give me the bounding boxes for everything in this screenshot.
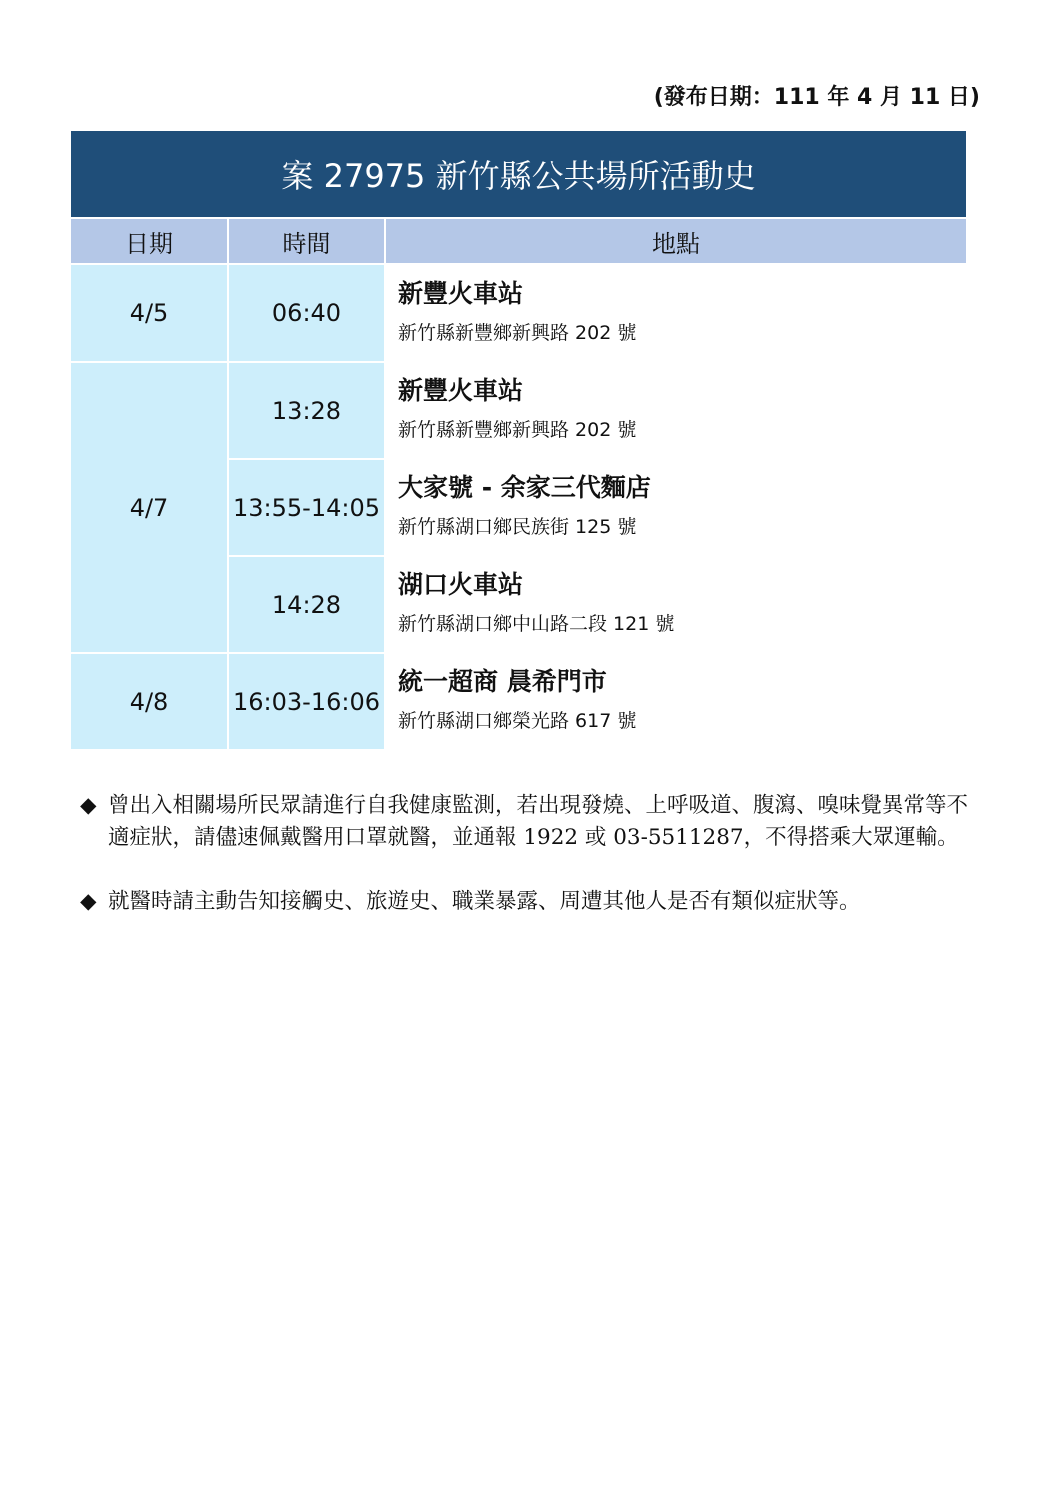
column-header-date: 日期 <box>71 218 228 264</box>
location-name: 新豐火車站 <box>398 279 524 308</box>
time-cell: 13:28 <box>228 362 385 459</box>
column-header-time: 時間 <box>228 218 385 264</box>
time-cell: 14:28 <box>228 556 385 653</box>
date-cell: 4/8 <box>71 653 228 750</box>
table-row <box>71 362 966 459</box>
location-name: 統一超商 晨希門市 <box>398 667 607 696</box>
diamond-bullet-icon: ◆ <box>80 793 97 818</box>
location-cell <box>385 362 966 459</box>
location-address: 新竹縣新豐鄉新興路 202 號 <box>398 322 637 344</box>
activity-table <box>71 131 966 751</box>
location-cell <box>385 556 966 653</box>
location-cell <box>385 264 966 362</box>
notice-item <box>80 790 985 854</box>
table-row <box>71 653 966 750</box>
location-name: 湖口火車站 <box>398 570 524 599</box>
location-name: 大家號 - 余家三代麵店 <box>398 473 651 502</box>
notice-list <box>80 790 985 950</box>
notice-text: 就醫時請主動告知接觸史、旅遊史、職業暴露、周遭其他人是否有類似症狀等。 <box>108 889 861 914</box>
location-address: 新竹縣湖口鄉榮光路 617 號 <box>398 710 637 732</box>
location-address: 新竹縣湖口鄉中山路二段 121 號 <box>398 613 675 635</box>
column-header-location: 地點 <box>385 218 966 264</box>
location-cell <box>385 653 966 750</box>
table-title: 案 27975 新竹縣公共場所活動史 <box>71 131 966 218</box>
time-cell: 13:55-14:05 <box>228 459 385 556</box>
diamond-bullet-icon: ◆ <box>80 889 97 914</box>
location-name: 新豐火車站 <box>398 376 524 405</box>
time-cell: 16:03-16:06 <box>228 653 385 750</box>
table-row <box>71 264 966 362</box>
location-address: 新竹縣湖口鄉民族街 125 號 <box>398 516 637 538</box>
publish-date: (發布日期：111 年 4 月 11 日) <box>653 85 980 110</box>
time-cell: 06:40 <box>228 264 385 362</box>
date-cell: 4/5 <box>71 264 228 362</box>
notice-text: 曾出入相關場所民眾請進行自我健康監測，若出現發燒、上呼吸道、腹瀉、嗅味覺異常等不適症狀，請儘速佩戴醫用口罩就醫，並通報 1922 或 03-5511287，不得搭乘大眾運輸。 <box>108 793 969 850</box>
table-title-row <box>71 131 966 218</box>
location-address: 新竹縣新豐鄉新興路 202 號 <box>398 419 637 441</box>
date-cell: 4/7 <box>71 362 228 653</box>
table-header-row <box>71 218 966 264</box>
notice-item <box>80 886 985 918</box>
location-cell <box>385 459 966 556</box>
